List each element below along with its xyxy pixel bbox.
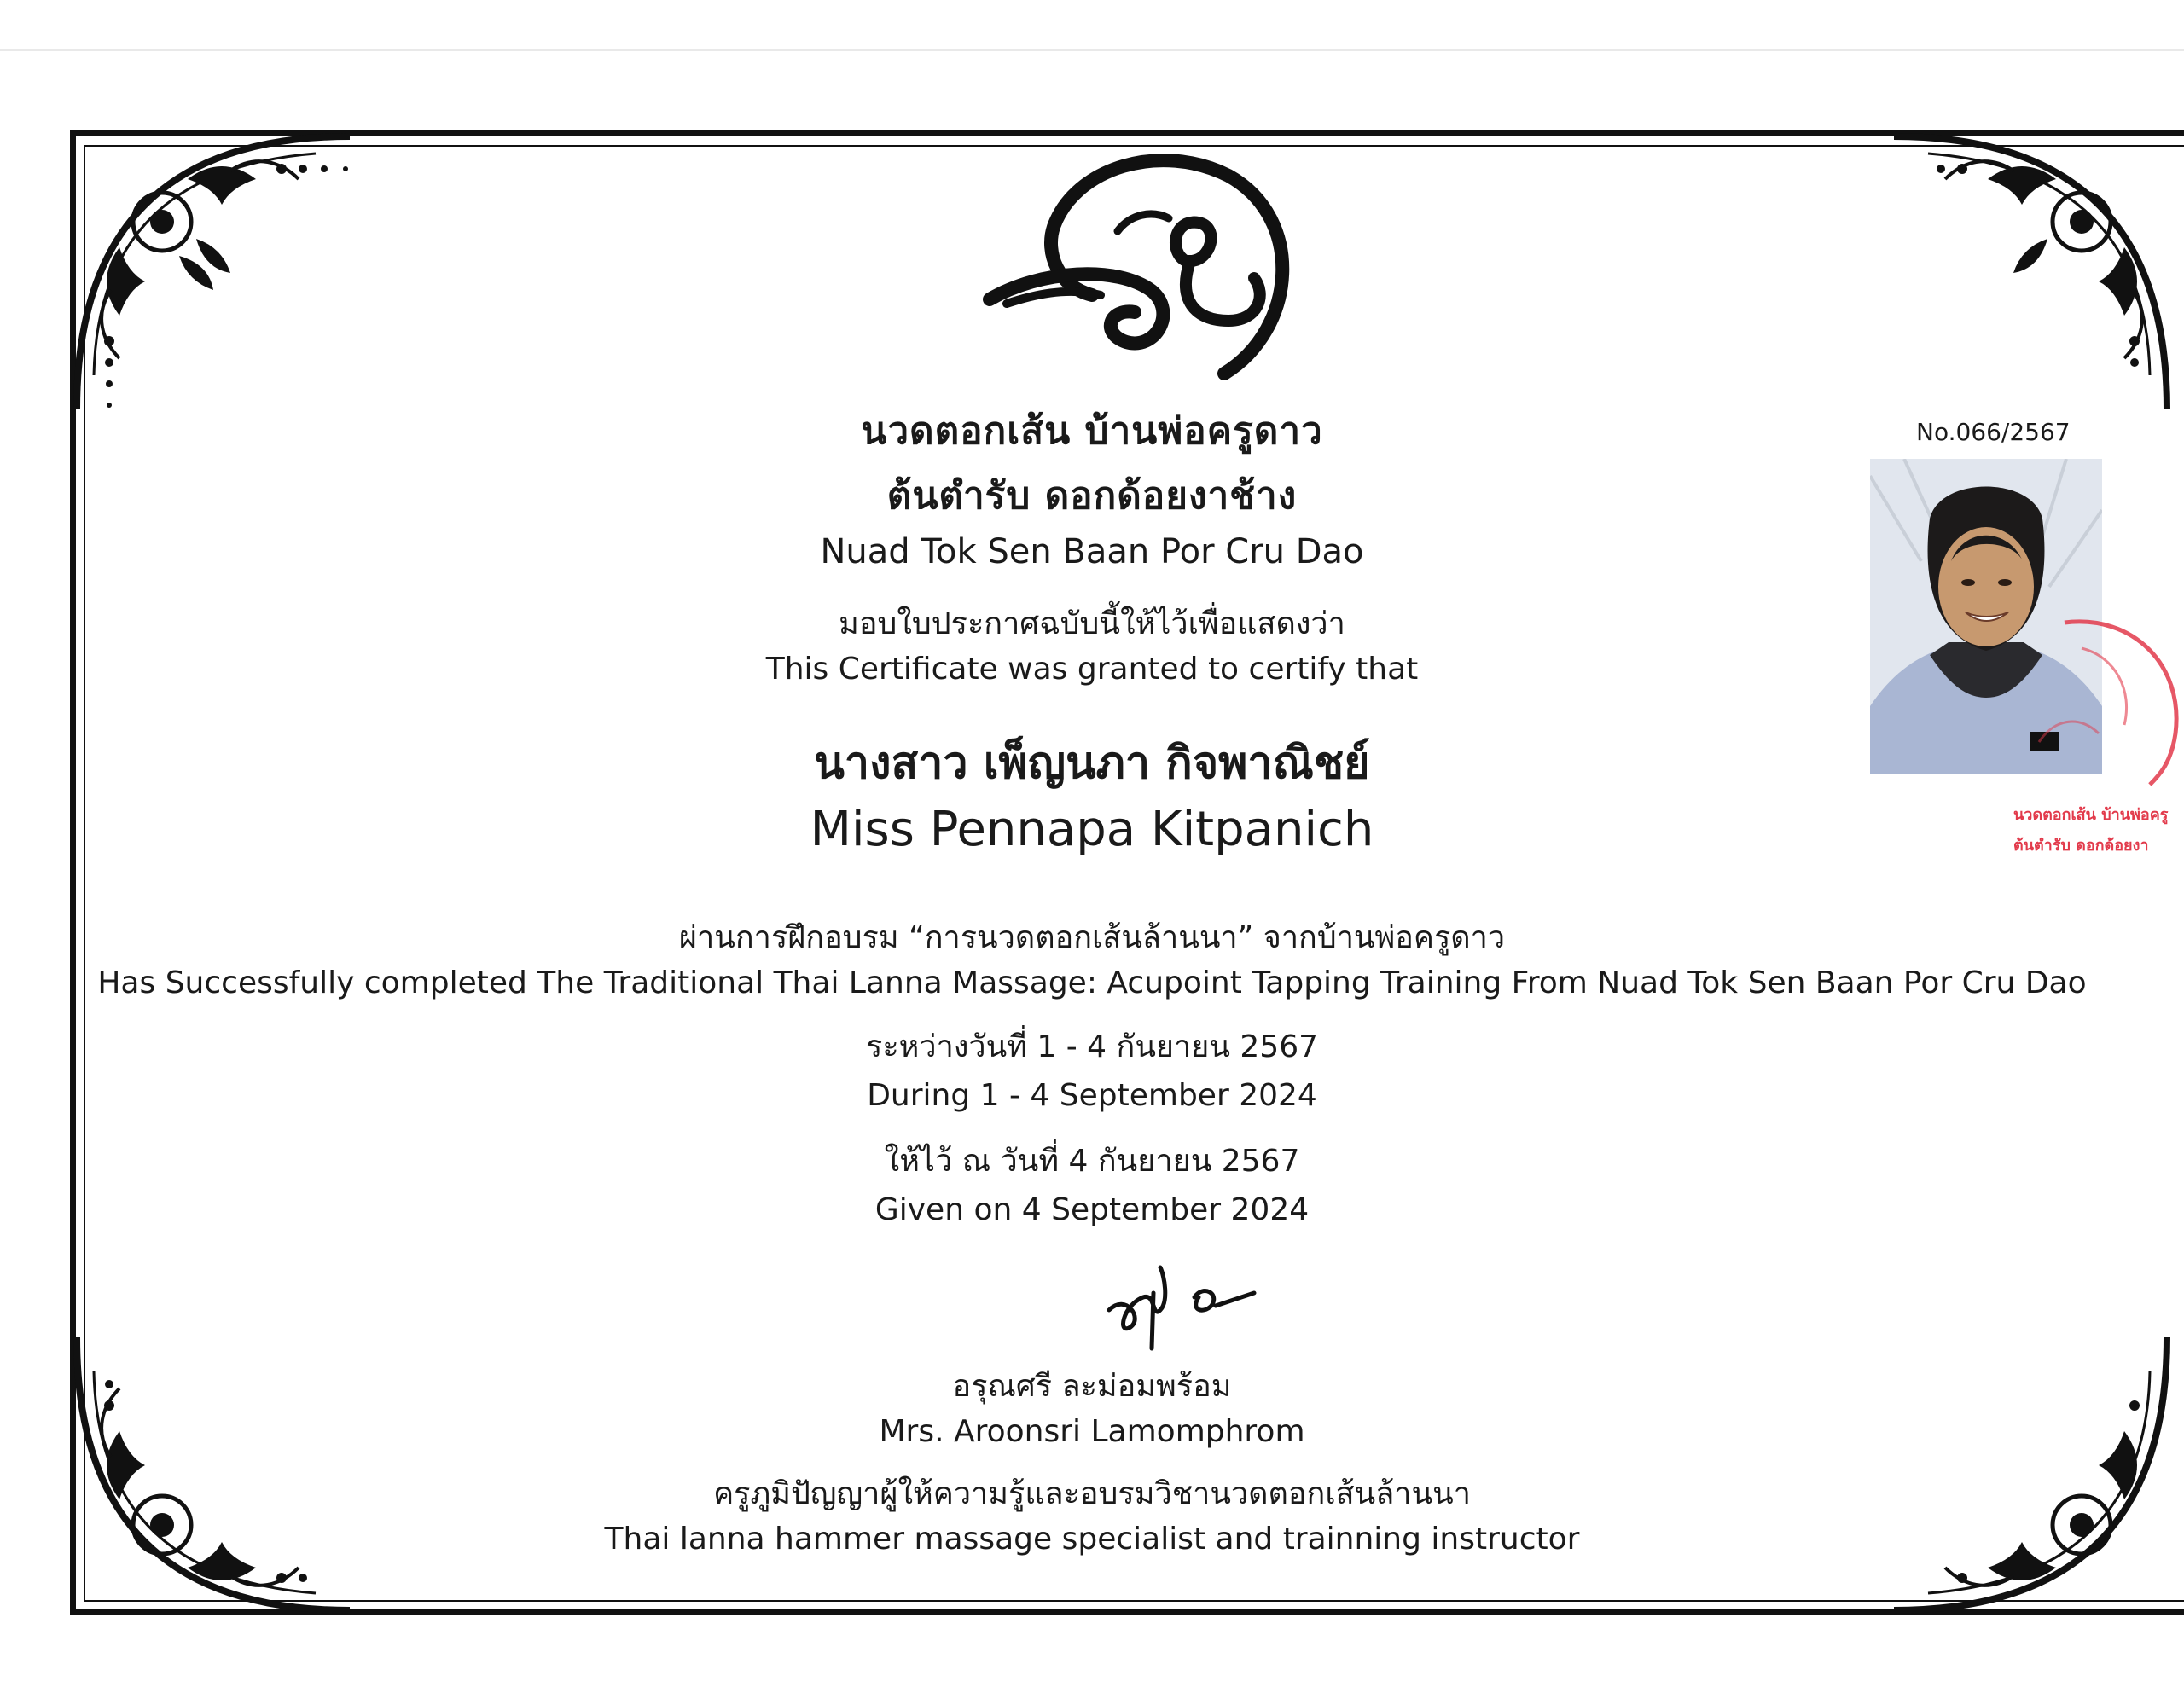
completed-text-th: ผ่านการฝึกอบรม “การนวดตอกเส้นล้านนา” จากบ้านพ่อครูดาว: [678, 920, 1506, 955]
signer-name-en: Mrs. Aroonsri Lamomphrom: [879, 1414, 1305, 1449]
recipient-name-th: นางสาว เพ็ญนภา กิจพาณิชย์: [814, 738, 1370, 789]
signer-title-th: ครูภูมิปัญญาผู้ให้ความรู้และอบรมวิชานวดตอกเส้นล้านนา: [713, 1476, 1471, 1511]
given-date-th: ให้ไว้ ณ วันที่ 4 กันยายน 2567: [884, 1144, 1300, 1179]
signer-title-en: Thai lanna hammer massage specialist and trainning instructor: [604, 1522, 1580, 1557]
signature-icon: [1101, 1259, 1263, 1353]
school-name-lanna-line2: ต้นตำรับ ดอกด้อยงาช้าง: [886, 474, 1298, 518]
ornament-corner-bottom-right: [1860, 1303, 2184, 1627]
elephant-logo-icon: [973, 150, 1331, 389]
given-date-en: Given on 4 September 2024: [874, 1192, 1310, 1227]
ornament-corner-top-right: [1860, 119, 2184, 443]
school-name-en: Nuad Tok Sen Baan Por Cru Dao: [820, 532, 1364, 571]
training-period-en: During 1 - 4 September 2024: [867, 1078, 1317, 1113]
granted-text-en: This Certificate was granted to certify that: [765, 652, 1419, 687]
stamp-text-line2: ต้นตำรับ ดอกด้อยงา: [2013, 837, 2149, 855]
stamp-text-line1: นวดตอกเส้น บ้านพ่อครู: [2013, 806, 2169, 824]
completed-text-en: Has Successfully completed The Traditional Thai Lanna Massage: Acupoint Tapping Training From Nuad Tok Sen Baan Por Cru Dao: [97, 965, 2087, 1000]
scan-edge-line: [0, 49, 2184, 51]
ornament-corner-bottom-left: [60, 1303, 384, 1627]
signer-name-th: อรุณศรี ละม่อมพร้อม: [952, 1369, 1232, 1404]
certificate-number: No.066/2567: [1916, 418, 2071, 446]
granted-text-th: มอบใบประกาศฉบับนี้ให้ไว้เพื่อแสดงว่า: [839, 606, 1345, 641]
school-name-lanna-line1: นวดตอกเส้น บ้านพ่อครูดาว: [861, 409, 1323, 453]
training-period-th: ระหว่างวันที่ 1 - 4 กันยายน 2567: [865, 1029, 1318, 1064]
recipient-name-en: Miss Pennapa Kitpanich: [810, 802, 1374, 857]
ornament-corner-top-left: [60, 119, 384, 443]
